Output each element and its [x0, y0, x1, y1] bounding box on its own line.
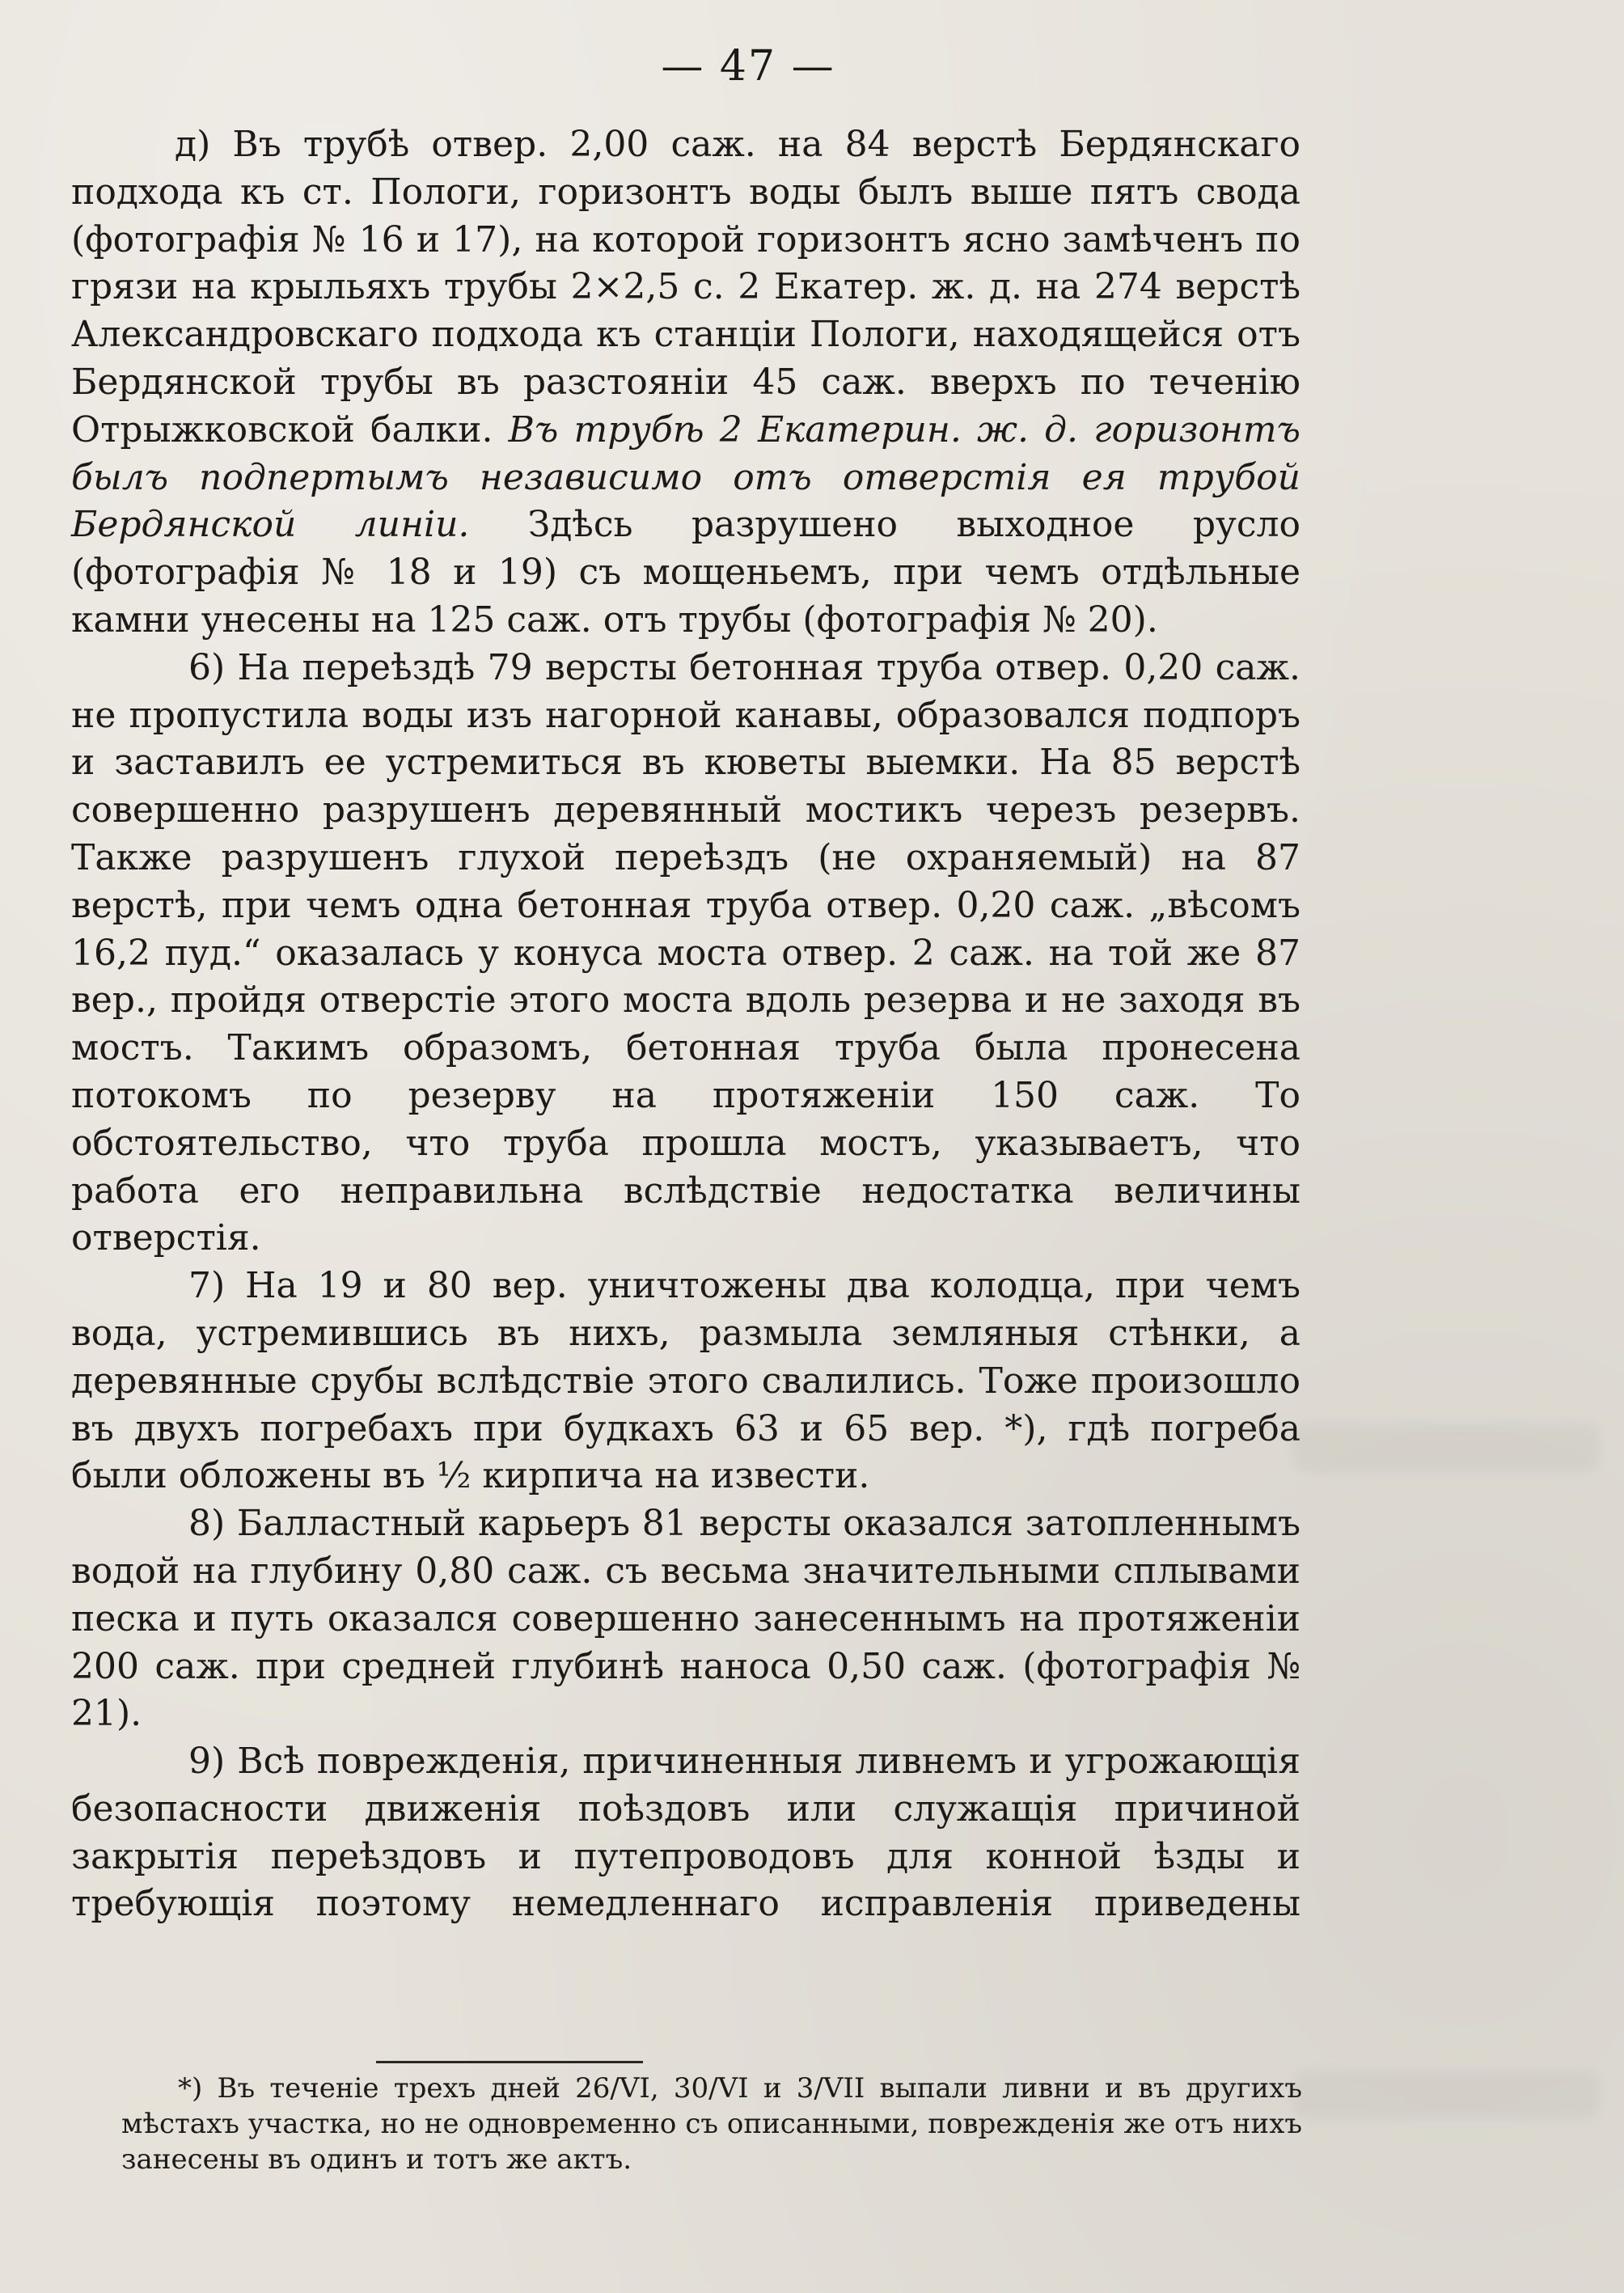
footnote-rule [376, 2061, 643, 2063]
footnote: *) Въ теченіе трехъ дней 26/VI, 30/VI и 3/VII выпали ливни и въ другихъ мѣстахъ участка, но не одновременно съ описанными, поврежденія же отъ нихъ занесены въ одинъ и тотъ же актъ. [121, 2072, 1302, 2176]
show-through-smudge [1292, 2071, 1600, 2119]
paragraph-7: 7) На 19 и 80 вер. уничтожены два колодца, при чемъ вода, устремившись въ нихъ, размыла земляныя стѣнки, а деревянные срубы вслѣдствіе этого свалились. Тоже произошло въ двухъ погребахъ при будкахъ 63 и 65 вер. *), гдѣ погреба были обложены въ ½ кирпича на извести. [71, 1265, 1300, 1497]
paragraph-d-italic: Въ трубѣ 2 Екатерин. ж. д. горизонтъ былъ подпертымъ независимо отъ отверстія ея трубой Бердянской линіи. [71, 408, 1300, 546]
paragraph-d [71, 121, 1300, 645]
body-text [71, 121, 1300, 1928]
paragraph-9: 9) Всѣ поврежденія, причиненныя ливнемъ и угрожающія безопасности движенія поѣздовъ или служащія причиной закрытія переѣздовъ и путепроводовъ для конной ѣзды и требующія поэтому немедленнаго исправленія приведены [71, 1741, 1300, 1925]
paragraph-8: 8) Балластный карьеръ 81 версты оказался затопленнымъ водой на глубину 0,80 саж. съ весьма значительными сплывами песка и путь оказался совершенно занесеннымъ на протяженіи 200 саж. при средней глубинѣ наноса 0,50 саж. (фотографія № 21). [71, 1503, 1300, 1735]
paragraph-d-lead: д) Въ трубѣ отвер. 2,00 саж. на 84 верстѣ Бердянскаго подхода къ ст. Пологи, горизонтъ воды былъ выше пятъ свода (фотографія № 16 и 17), на которой горизонтъ ясно замѣченъ по грязи на крыльяхъ трубы 2×2,5 с. 2 Екатер. ж. д. на 274 верстѣ Александровскаго подхода къ станціи Пологи, находящейся отъ Бердянской трубы въ разстояніи 45 саж. вверхъ по теченію Отрыжковской балки. [71, 124, 1300, 451]
show-through-smudge [1292, 1424, 1600, 1472]
paragraph-6: 6) На переѣздѣ 79 версты бетонная труба отвер. 0,20 саж. не пропустила воды изъ нагорной канавы, образовался подпоръ и заставилъ ее устремиться въ кюветы выемки. На 85 верстѣ совершенно разрушенъ деревянный мостикъ черезъ резервъ. Также разрушенъ глухой переѣздъ (не охраняемый) на 87 верстѣ, при чемъ одна бетонная труба отвер. 0,20 саж. „вѣсомъ 16,2 пуд.“ оказалась у конуса моста отвер. 2 саж. на той же 87 вер., пройдя отверстіе этого моста вдоль резерва и не заходя въ мостъ. Такимъ образомъ, бетонная труба была пронесена потокомъ по резерву на протяженіи 150 саж. То обстоятельство, что труба прошла мостъ, указываетъ, что работа его неправильна вслѣдствіе недостатка величины отверстія. [71, 646, 1300, 1259]
page-number: — 47 — [661, 42, 835, 91]
paragraph-d-tail: Здѣсь разрушено выходное русло (фотографія № 18 и 19) съ мощеньемъ, при чемъ отдѣльные камни унесены на 125 саж. отъ трубы (фотографія № 20). [71, 504, 1300, 641]
